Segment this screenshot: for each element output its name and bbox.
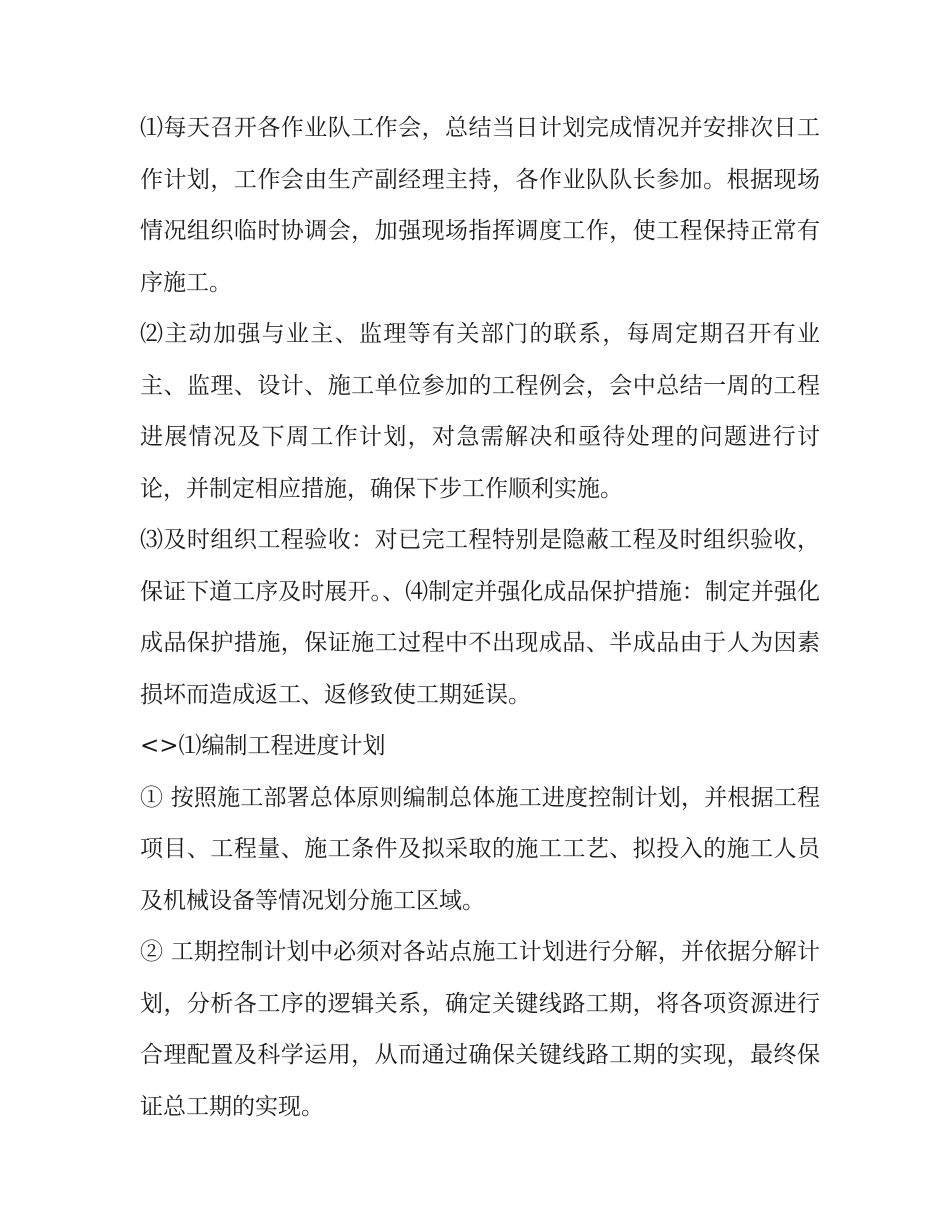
paragraph-overall-schedule: ① 按照施工部署总体原则编制总体施工进度控制计划，并根据工程项目、工程量、施工条件及拟采取的施工工艺、拟投入的施工人员及机械设备等情况划分施工区域。 xyxy=(140,784,820,914)
paragraph-heading-schedule-plan: <>⑴编制工程进度计划 xyxy=(140,733,386,759)
paragraph-daily-meeting: ⑴每天召开各作业队工作会，总结当日计划完成情况并安排次日工作计划，工作会由生产副经理主持，各作业队队长参加。根据现场情况组织临时协调会，加强现场指挥调度工作，使工程保持正常有序施工。 xyxy=(140,115,820,296)
paragraph-acceptance-protection: ⑶及时组织工程验收：对已完工程特别是隐蔽工程及时组织验收，保证下道工序及时展开。、⑷制定并强化成品保护措施：制定并强化成品保护措施，保证施工过程中不出现成品、半成品由于人为因素损坏而造成返工、返修致使工期延误。 xyxy=(140,527,820,708)
paragraph-schedule-decomposition: ② 工期控制计划中必须对各站点施工计划进行分解，并依据分解计划，分析各工序的逻辑关系，确定关键线路工期，将各项资源进行合理配置及科学运用，从而通过确保关键线路工期的实现，最终保证总工期的实现。 xyxy=(140,939,820,1120)
paragraph-owner-coordination: ⑵主动加强与业主、监理等有关部门的联系，每周定期召开有业主、监理、设计、施工单位参加的工程例会，会中总结一周的工程进展情况及下周工作计划，对急需解决和亟待处理的问题进行讨论，并制定相应措施，确保下步工作顺利实施。 xyxy=(140,321,820,502)
document-body xyxy=(140,103,820,1133)
